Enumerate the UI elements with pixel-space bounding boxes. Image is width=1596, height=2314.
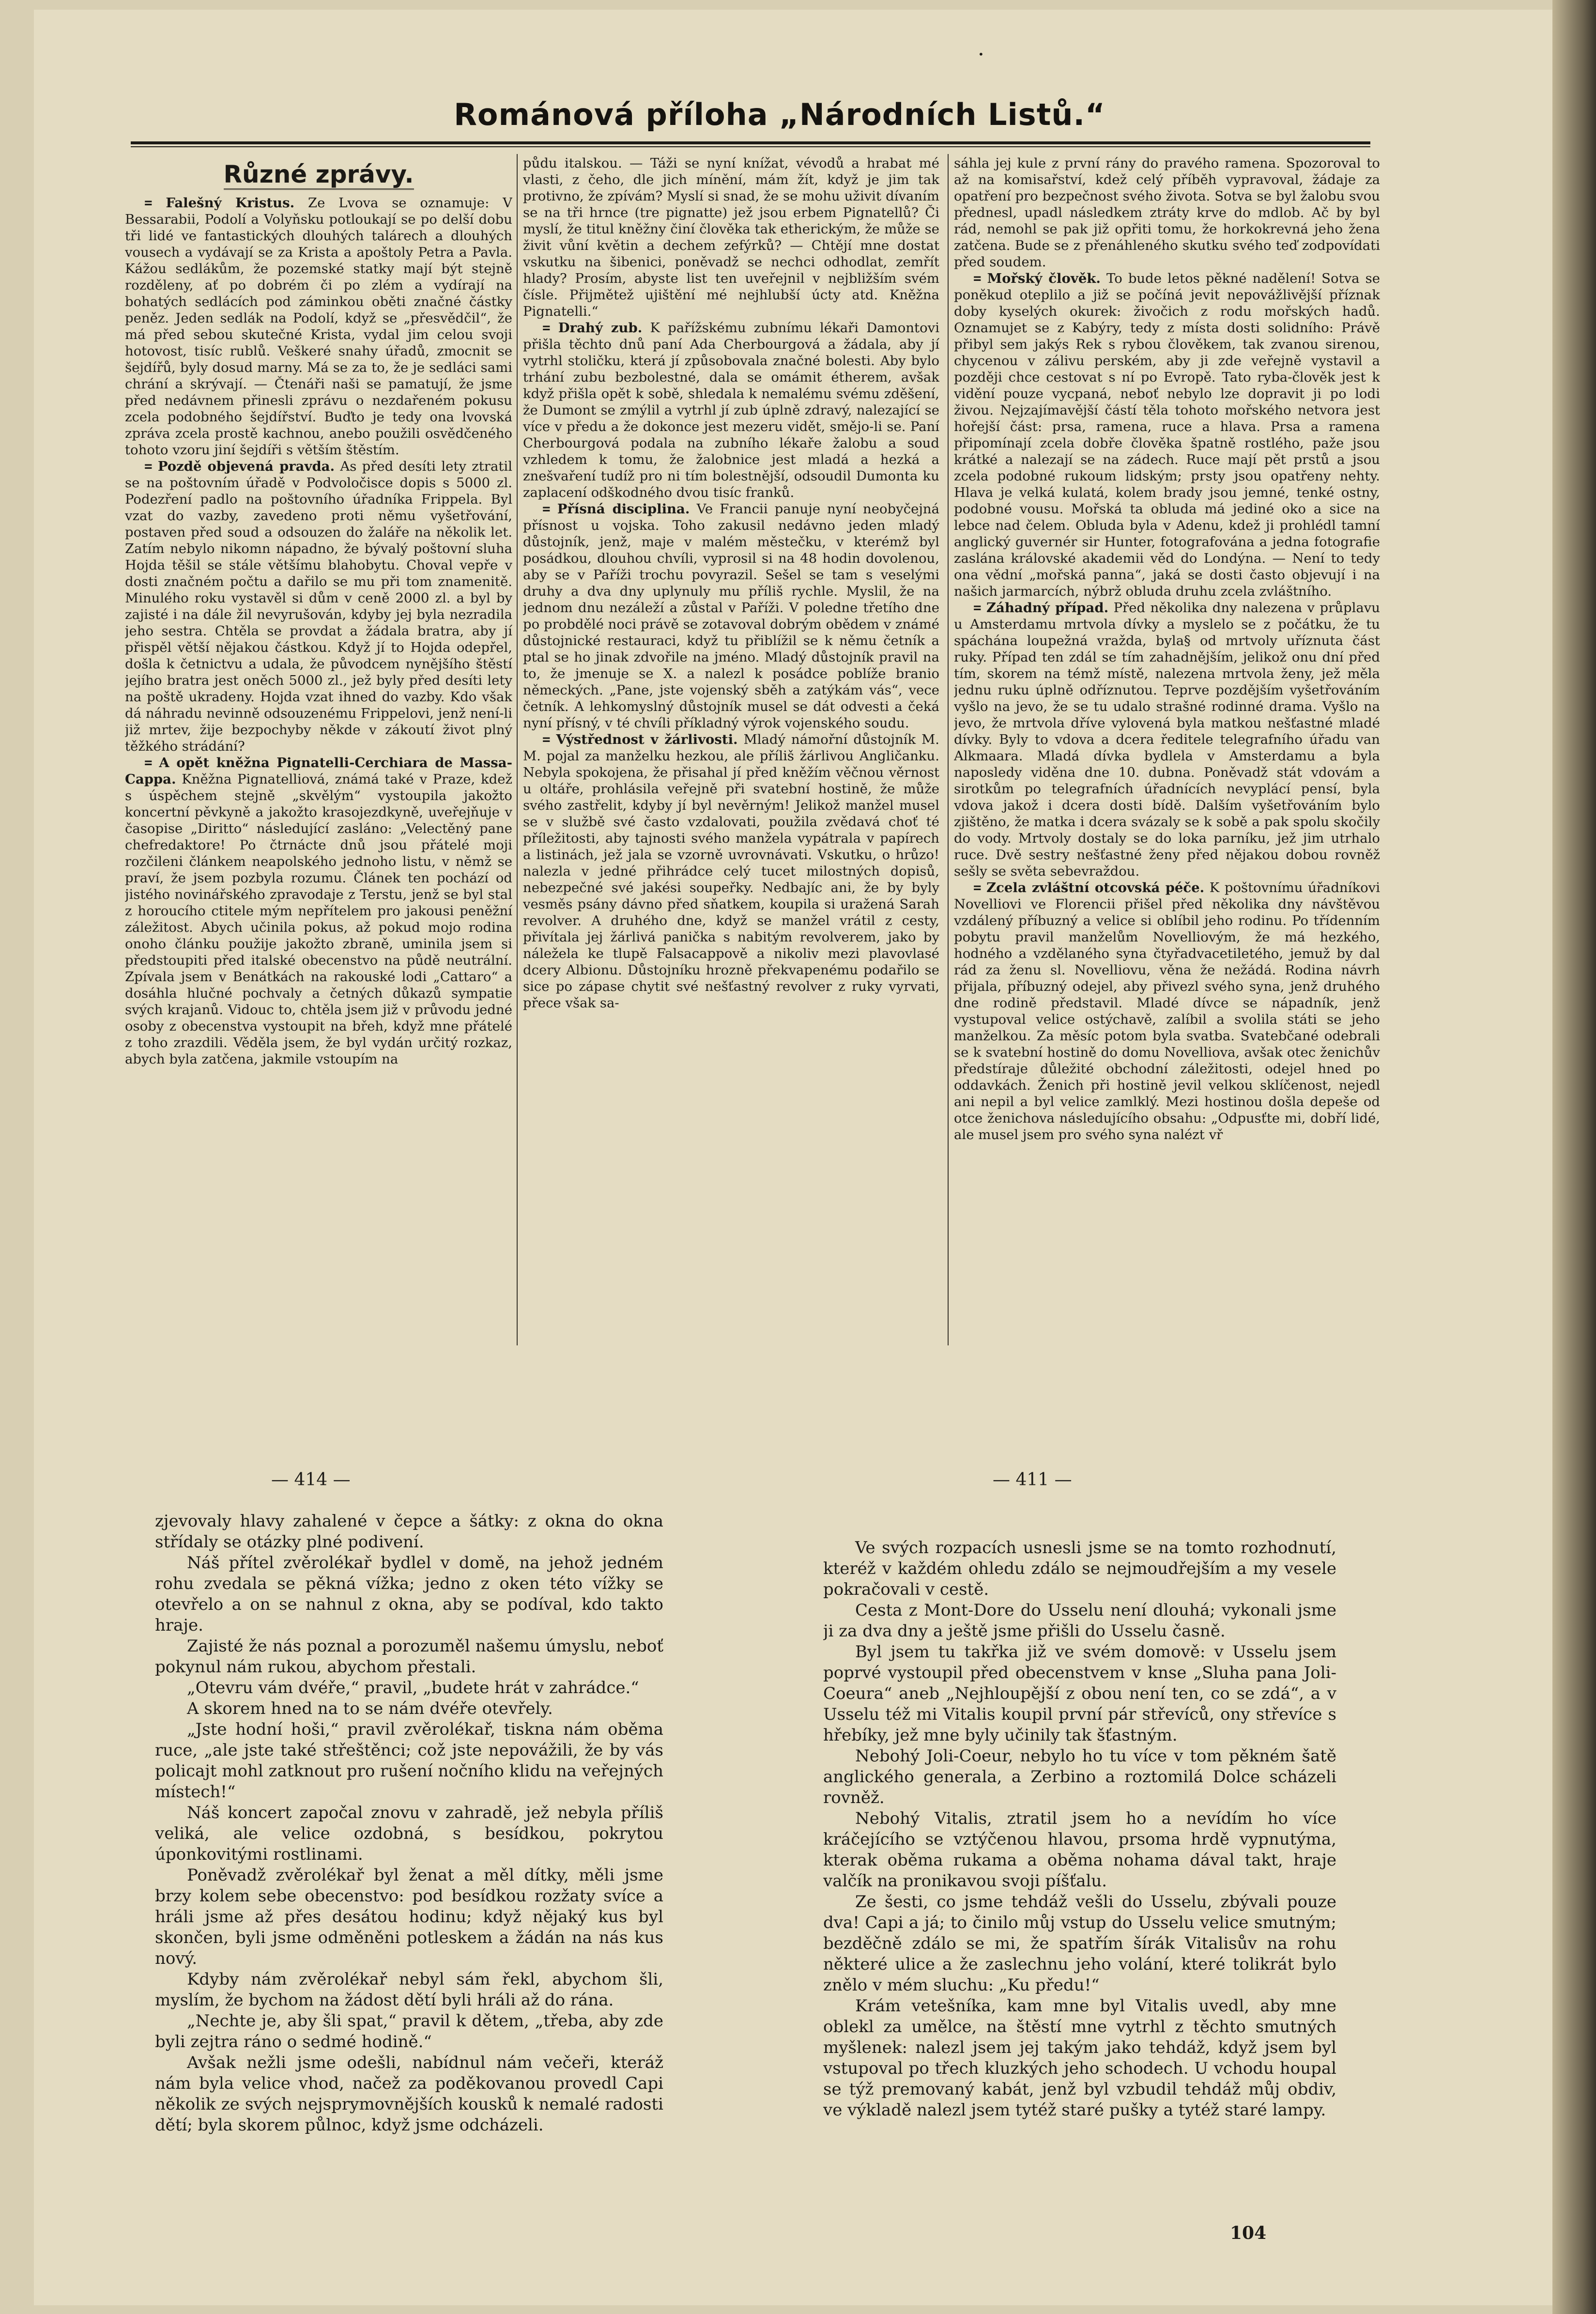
- item-marker: =: [542, 732, 551, 747]
- section-title: Různé zprávy.: [125, 160, 512, 189]
- novel-paragraph: „Otevru vám dvéře,“ pravil, „budete hrát v zahrádce.“: [187, 1678, 639, 1697]
- novel-paragraph: Nebohý Joli-Coeur, nebylo ho tu více v tom pěkném šatě anglického generala, a Zerbino a roztomilá Dolce scházeli rovněž.: [823, 1746, 1336, 1807]
- item-marker: =: [973, 880, 982, 895]
- item-headline: Mořský člověk.: [987, 271, 1101, 286]
- item-marker: =: [542, 320, 551, 336]
- novel-paragraph: Cesta z Mont-Dore do Usselu není dlouhá; vykonali jsme ji za dva dny a ještě jsme přišli do Usselu časně.: [823, 1601, 1336, 1641]
- page-number-right: — 411 —: [993, 1470, 1072, 1490]
- news-item: [954, 600, 1380, 879]
- novel-paragraph: Avšak nežli jsme odešli, nabídnul nám večeři, kteráž nám byla velice vhod, načež za poděkovanou provedl Capi několik ze svých nejsprymovnějších kousků k nemalé radosti dětí; byla skorem půlnoc, když jsme odcházeli.: [155, 2053, 663, 2135]
- column-3-body: [954, 155, 1380, 1143]
- novel-paragraph: Poněvadž zvěrolékař byl ženat a měl dítky, měli jsme brzy kolem sebe obecenstvo: pod besídkou rozžaty svíce a hráli jsme až přes desátou hodinu; když nějaký kus byl skončen, byli jsme odměněni potleskem a žádán na nás kus nový.: [155, 1866, 663, 1968]
- item-text: K pařížskému zubnímu lékaři Damontovi přišla těchto dnů paní Ada Cherbourgová a žádala, aby jí vytrhl stoličku, která jí způsobovala značné bolesti. Aby bylo trhání zubu bezbolestné, dala se omámit étherem, avšak když přišla opět k sobě, shledala k nemalému svému zděšení, že Dumont se zmýlil a vytrhl jí zub úplně zdravý, nalezající se více v předu a že dokonce jest mezeru vidět, smějo-li se. Paní Cherbourgová podala na zubního lékaře žalobu a soud vzhledem k tomu, že žalobnice jest mladá a hezká a znešvaření tudíž pro ni tím bolestnější, odsoudil Dumonta ku zaplacení odškodného dvou tisíc franků.: [523, 320, 939, 500]
- column-divider-1: [517, 154, 518, 1345]
- item-text: K poštovnímu úřadníkovi Novelliovi ve Florencii přišel před několika dny návštěvou vzdálený příbuzný a velice si oblíbil jeho rodinu. Po třídenním pobytu pravil manželům Novelliovým, že má hezkého, hodného a vzdělaného syna čtyřadvacetiletého, jemuž by dal rád za ženu sl. Novelliovu, věna že nežádá. Rodina návrh přijala, příbuzný odejel, aby přivezl svého syna, jenž druhého dne rodině představil. Mladé dívce se nápadník, jenž vystupoval velice ostýchavě, zalíbil a svolila státi se jeho manželkou. Za měsíc potom byla svatba. Svatebčané odebrali se k svatební hostině do domu Novelliova, avšak otec ženichův předstíraje důležité obchodní záležitosti, odejel hned po oddavkách. Ženich při hostině jevil velkou sklíčenost, nejedl ani nepil a byl velice zamlklý. Mezi hostinou došla depeše od otce ženichova následujícího obsahu: „Odpusťte mi, dobří lidé, ale musel jsem pro svého syna nalézt vř: [954, 880, 1380, 1142]
- novel-paragraph: A skorem hned na to se nám dvéře otevřely.: [187, 1699, 553, 1718]
- novel-paragraph: zjevovaly hlavy zahalené v čepce a šátky: z okna do okna střídaly se otázky plné podivení.: [155, 1512, 663, 1552]
- item-marker: =: [144, 195, 153, 211]
- novel-paragraph: „Nechte je, aby šli spat,“ pravil k dětem, „třeba, aby zde byli zejtra ráno o sedmé hodině.“: [155, 2011, 663, 2052]
- signature-mark: 104: [1230, 2223, 1267, 2243]
- novel-paragraph: Kdyby nám zvěrolékař nebyl sám řekl, abychom šli, myslím, že bychom na žádost dětí byli hráli až do rána.: [155, 1970, 663, 2010]
- news-item: [125, 755, 512, 1067]
- item-text: To bude letos pěkné nadělení! Sotva se poněkud oteplilo a již se počíná jevit nepovážlivější příznak doby kyselých okurek: živočich z rodu mořských hadů. Oznamujet se z Kabýry, tedy z místa dosti solidního: Právě přibyl sem jakýs Rek s rybou člověkem, tak zvanou sirenou, chycenou v zálivu perském, aby ji zde veřejně vystavil a později chce cestovat s ní po Evropě. Tato ryba-člověk jest k vidění pouze vycpaná, neboť nebylo lze dopravit ji po lodi živou. Nejzajímavější částí těla tohoto mořského netvora jest hořejší část: prsa, ramena, ruce a hlava. Prsa a ramena připomínají zcela dobře člověka špatně rostlého, paže jsou krátké a nalezají se na zádech. Ruce mají pět prstů a jsou zcela podobné rukoum lidským; prsty jsou opatřeny nehty. Hlava je velká kulatá, kolem brady jsou jemné, tenké ostny, podobné vousu. Mořská ta obluda má jediné oko a sice na lebce nad čelem. Obluda byla v Adenu, kdež ji prohlédl tamní anglický guvernér sir Hunter, fotografována a jedna fotografie zaslána královské akademii věd do Londýna. — Není to tedy ona vědní „mořská panna“, jaká se dosti často objevují i na našich jarmarcích, nýbrž obluda druhu zcela zvláštního.: [954, 271, 1380, 599]
- item-marker: =: [973, 600, 982, 616]
- news-item: [954, 155, 1380, 270]
- news-item: [125, 195, 512, 458]
- news-column-1: [125, 155, 512, 1337]
- item-headline: Pozdě objevená pravda.: [157, 459, 335, 474]
- news-column-2: [523, 155, 939, 1337]
- item-headline: Přísná disciplina.: [557, 501, 690, 517]
- news-item: [954, 270, 1380, 600]
- masthead-rule: [131, 141, 1370, 144]
- item-headline: Drahý zub.: [558, 320, 643, 336]
- news-item: [523, 731, 939, 1011]
- novel-column-right: [823, 1538, 1336, 2264]
- novel-paragraph: Zajisté že nás poznal a porozuměl našemu úmyslu, neboť pokynul nám rukou, abychom přestali.: [155, 1636, 663, 1677]
- item-headline: Záhadný případ.: [986, 600, 1109, 616]
- column-divider-2: [948, 154, 949, 1345]
- item-text: sáhla jej kule z první rány do pravého ramena. Spozoroval to až na komisařství, kdež celý příběh vypravoval, žádaje za opatření pro bezpečnost svého života. Sotva se byl žalobu svou přednesl, upadl následkem ztráty krve do mdlob. Ač by byl rád, nemohl se pak již opřiti tomu, že horkokrevná jeho žena zatčena. Bude se z přenáhleného skutku svého teď zodpovídati před soudem.: [954, 155, 1380, 270]
- novel-paragraph: Ve svých rozpacích usnesli jsme se na tomto rozhodnutí, kteréž v každém ohledu zdálo se nejmoudřejším a my vesele pokračovali v cestě.: [823, 1538, 1336, 1599]
- novel-paragraph: Náš koncert započal znovu v zahradě, jež nebyla příliš veliká, ale velice ozdobná, s besídkou, pokrytou úponkovitými rostlinami.: [155, 1803, 663, 1864]
- item-text: Před několika dny nalezena v průplavu u Amsterdamu mrtvola dívky a myslelo se z počátku, že tu spáchána loupežná vražda, byla§ od mrtvoly uříznuta část ruky. Případ ten zdál se tím zahadnějším, jelikož onu dní před tím, skorem na témž místě, nalezena mrtvola ženy, jež měla jednu ruku úplně odříznutou. Teprve pozdějším vyšetřováním vyšlo na jevo, že se tu udalo strašné rodinné drama. Vyšlo na jevo, že mrtvola dříve vylovená byla matkou nešťastné mladé dívky. Byly to vdova a dcera ředitele telegrafního úřadu van Alkmaara. Mladá dívka bydlela v Amsterdamu a byla naposledy viděna dne 10. dubna. Poněvadž stát vdovám a sirotkům po telegrafních úřadnících nevyplácí pensí, byla vdova jakož i dcera dosti bídě. Dalším vyšetřováním bylo zjištěno, že matka i dcera svázaly se k sobě a pak spolu skočily do vody. Mrtvoly dostaly se do loka parníku, jež jim utrhalo ruce. Dvě sestry nešťastné ženy před nějakou dobou rovněž sešly se světa sebevraždou.: [954, 600, 1380, 879]
- item-text: Kněžna Pignatelliová, známá také v Praze, kdež s úspěchem stejně „skvělým“ vystoupila jakožto koncertní pěvkyně a jakožto krasojezdkyně, uveřejňuje v časopise „Diritto“ následující zasláno: „Velectěný pane chefredaktore! Po čtrnácte dnů jsou přátelé moji rozčileni článkem neapolského jednoho listu, v němž se praví, že jsem pozbyla rozumu. Článek ten pochází od jistého novinářského zpravodaje z Terstu, jenž se byl stal z horoucího ctitele mým nepřítelem pro jakousi peněžní záležitost. Abych učinila pokus, až pokud mojo rodina onoho článku použije jakožto zbraně, uminila jsem si předstoupiti před italské obecenstvo na půdě neutrální. Zpívala jsem v Benátkách na rakouské lodi „Cattaro“ a dosáhla hlučné pochvaly a četných důkazů sympatie svých krajanů. Vidouc to, chtěla jsem již v průvodu jedné osoby z obecenstva vystoupit na břeh, když mne přátelé z toho zrazdili. Věděla jsem, že byl vydán určitý rozkaz, abych byla zatčena, jakmile vstoupím na: [125, 771, 512, 1067]
- news-item: [125, 458, 512, 755]
- column-2-body: [523, 155, 939, 1011]
- news-item: [523, 155, 939, 320]
- news-column-3: [954, 155, 1380, 1337]
- item-text: půdu italskou. — Táži se nyní knížat, vévodů a hrabat mé vlasti, z čeho, dle jich mínění, mám žít, když je jim tak protivno, že zpívám? Myslí si snad, že se mohu uživit dívaním se na tři hrnce (tre pignatte) jež jsou erbem Pignatellů? Či myslí, že titul kněžny činí člověka tak etherickým, že může se živit vůní květin a dechem zefýrků? — Chtějí mne dostat vskutku na šibenici, poněvadž se nechci odhodlat, zemřít hlady? Prosím, abyste list ten uveřejnil v nejbližším svém čísle. Přijmětež ujištění mé nejhlubší úcty atd. Kněžna Pignatelli.“: [523, 155, 939, 319]
- item-headline: Výstřednost v žárlivosti.: [556, 732, 738, 747]
- item-marker: =: [542, 501, 551, 517]
- novel-paragraph: Nebohý Vitalis, ztratil jsem ho a nevídím ho více kráčejícího se vztýčenou hlavou, prsoma hrdě vypnutýma, kterak oběma rukama a oběma nohama dával takt, hraje valčík na pronikavou svoji píšťalu.: [823, 1809, 1336, 1891]
- item-headline: Zcela zvláštní otcovská péče.: [986, 880, 1205, 895]
- item-marker: =: [144, 459, 153, 474]
- item-marker: =: [973, 271, 982, 286]
- novel-paragraph: Náš přítel zvěrolékař bydlel v domě, na jehož jedném rohu zvedala se pěkná vížka; jedno z oken této vížky se otevřelo a on se nahnul z okna, aby se podíval, kdo takto hraje.: [155, 1553, 663, 1635]
- novel-paragraph: Ze šesti, co jsme tehdáž vešli do Usselu, zbývali pouze dva! Capi a já; to činilo můj vstup do Usselu velice smutným; bezděčně zdálo se mi, že spatřím šírák Vitalisův na rohu některé ulice a že zaslechnu jeho volání, které tolikrát bylo znělo v mém sluchu: „Ku předu!“: [823, 1892, 1336, 1995]
- masthead-rule-thin: [131, 146, 1370, 147]
- novel-paragraph: Byl jsem tu takřka již ve svém domově: v Usselu jsem poprvé vystoupil před obecenstvem v knse „Sluha pana Joli-Coeura“ aneb „Nejhloupější z obou není ten, co se zdá“, a v Usselu též mi Vitalis koupil první pár střevíců, ony střevíce s hřebíky, jež mne byly učinily tak šťastným.: [823, 1642, 1336, 1745]
- column-1-body: [125, 195, 512, 1067]
- item-headline: A opět kněžna Pignatelli-Cerchiara de Massa-Cappa.: [125, 755, 512, 787]
- news-item: [954, 879, 1380, 1143]
- news-item: [523, 320, 939, 501]
- masthead: Románová příloha „Národních Listů.“: [454, 97, 1105, 132]
- novel-paragraph: „Jste hodní hoši,“ pravil zvěrolékař, tiskna nám oběma ruce, „ale jste také střeštěnci; což jste nepovážili, že by vás policajt mohl zatknout pro rušení nočního klidu na veřejných místech!“: [155, 1720, 663, 1802]
- news-item: [523, 501, 939, 731]
- item-marker: =: [144, 755, 153, 771]
- item-headline: Falešný Kristus.: [166, 195, 295, 211]
- item-text: Ve Francii panuje nyní neobyčejná přísnost u vojska. Toho zakusil nedávno jeden mladý důstojník, jenž, maje v malém městečku, v kterémž byl posádkou, dlouhou chvíli, vyprosil si na 48 hodin dovolenou, aby se v Paříži trochu povyrazil. Sešel se tam s veselými druhy a dva dny uplynuly mu příliš rychle. Myslil, že na jednom dnu nezáleží a zůstal v Paříži. V poledne třetího dne po probdělé noci právě se zotavoval dobrým obědem v známé důstojnické restauraci, když tu přiblížil se k němu četník a ptal se ho jinak zdvořile na jméno. Mladý důstojník pravil na to, že jmenuje se X. a nalezl k posádce poblíže branio německých. „Pane, jste vojenský sběh a zatýkám vás“, vece četník. A lehkomyslný důstojník musel se dát odvesti a čeká nyní přísný, v té chvíli příkladný výrok vojenského soudu.: [523, 501, 939, 731]
- page-edge-shadow: [1552, 0, 1596, 2314]
- item-text: Ze Lvova se oznamuje: V Bessarabii, Podolí a Volyňsku potloukají se po delší dobu tři lidé ve fantastických dlouhých talárech a dlouhých vousech a vydávají se za Krista a apoštoly Petra a Pavla. Kážou sedlákům, že pozemské statky mají být stejně rozděleny, ať po dobrém či po zlém a vydírají na bohatých sedlácích pod záminkou oběti značné částky peněz. Jeden sedlák na Podolí, když se „přesvědčil“, že má před sebou skutečné Krista, vydal jim celou svoji hotovost, tisíc rublů. Veškeré snahy úřadů, zmocnit se šejdířů, byly dosud marny. Má se za to, že je sedláci sami chrání a skrývají. — Čtenáři naši se pamatují, že jsme před nedávnem přinesli zprávu o nezdařeném pokusu zcela podobného šejdířství. Buďto je tedy ona lvovská zpráva zcela prostě kachnou, anebo použili osvědčeného tohoto vzoru jiní šejdíři s větším štěstím.: [125, 195, 512, 458]
- novel-column-left: [155, 1511, 663, 2267]
- print-marker: •: [978, 48, 984, 60]
- novel-paragraph: Krám vetešníka, kam mne byl Vitalis uvedl, aby mne oblekl za umělce, na štěstí mne vytrhl z těchto smutných myšlenek: nalezl jsem jej takým jako tehdáž, když jsem byl vstupoval po třech kluzkých jeho schodech. U vchodu houpal se týž premovaný kabát, jenž byl vzbudil tehdáž můj obdiv, ve výkladě nalezl jsem tytéž staré pušky a tytéž staré lampy.: [823, 1996, 1336, 2120]
- page-number-left: — 414 —: [271, 1470, 351, 1490]
- item-text: As před desíti lety ztratil se na poštovním úřadě v Podvoločisce dopis s 5000 zl. Podezření padlo na poštovního úřadníka Frippela. Byl vzat do vazby, zavedeno proti němu vyšetřování, postaven před soud a odsouzen do žaláře na několik let. Zatím nebylo nikomn nápadno, že bývalý poštovní sluha Hojda těšil se stále většímu blahobytu. Choval vepře v dosti značném počtu a dařilo se mu při tom znamenitě. Minulého roku vystavěl si dům v ceně 2000 zl. a byl by zajisté i na dále žil nevyrušován, kdyby jej byla nezradila jeho sestra. Chtěla se provdat a žádala bratra, aby jí přispěl větší nějakou částkou. Když jí to Hojda odepřel, došla k četnictvu a udala, že původcem nynějšího štěstí jejího bratra jest oněch 5000 zl., jež byly před desíti lety na poště ukradeny. Hojda vzat ihned do vazby. Kdo však dá náhradu nevinně odsouzenému Frippelovi, jenž není-li již mrtev, žije bezpochyby někde v zákoutí život plný těžkého strádání?: [125, 459, 512, 754]
- item-text: Mladý námořní důstojník M. M. pojal za manželku hezkou, ale příliš žárlivou Angličanku. Nebyla spokojena, že přisahal jí před kněžím věčnou věrnost u oltáře, prohlásila veřejně při svatební hostině, že může svého zastřelit, kdyby jí byl nevěrným! Jelikož manžel musel se v službě své často vzdalovati, použila zvědavá choť té příležitosti, aby tajnosti svého manžela vypátrala v papírech a listinách, jež jala se vzorně uvrovnávati. Vskutku, o hrůzo! nalezla v jedné přihrádce celý tucet milostných dopisů, nebezpečné své jakési soupeřky. Nedbajíc ani, že by byly vesměs psány dávno před sňatkem, koupila si uražená Sarah revolver. A druhého dne, když se manžel vrátil z cesty, přivítala jej žárlivá panička s nabitým revolverem, jako by náležela ke tlupě Falsacappově a nikoliv mezi plavovlasé dcery Albionu. Důstojníku hrozně překvapenému podařilo se sice po zápase chytit své nešťastný revolver z ruky vyrvati, přece však sa-: [523, 732, 939, 1011]
